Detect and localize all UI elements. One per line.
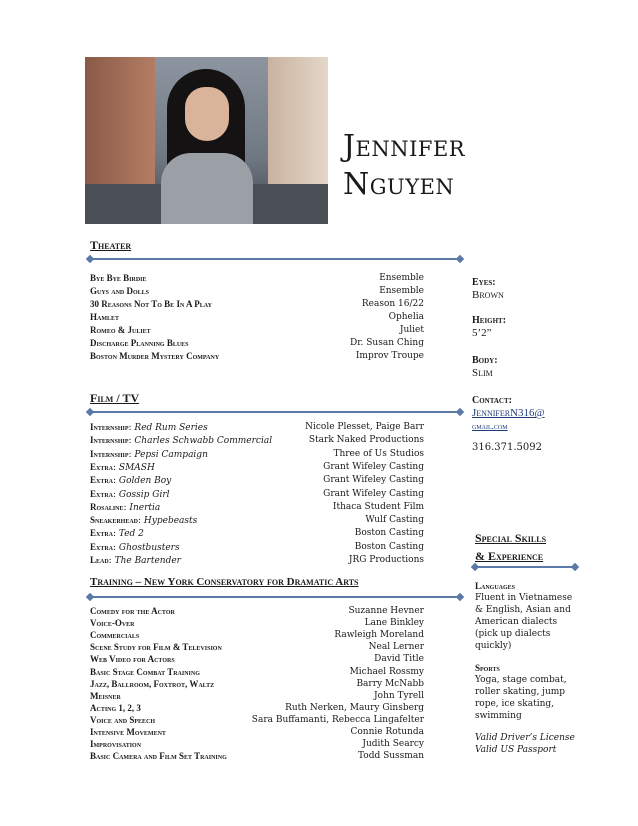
film-row-left: Sneakerhead: Hypebeasts (90, 515, 198, 527)
training-row-right: Rawleigh Moreland (334, 630, 424, 641)
sports-text: Yoga, stage combat, roller skating, jump rope, ice skating, swimming (475, 675, 567, 721)
film-row-right: Three of Us Studios (333, 448, 424, 459)
theater-row-left: Guys and Dolls (90, 286, 150, 296)
training-row-left: Comedy for the Actor (90, 606, 175, 616)
training-row-right: Ruth Nerken, Maury Ginsberg (285, 702, 424, 713)
training-row-left: Voice-Over (90, 618, 135, 629)
contact-block (472, 394, 545, 454)
theater-row (90, 324, 424, 337)
theater-row-right: Ophelia (388, 312, 424, 322)
film-show: Golden Boy (118, 476, 172, 487)
training-row-right: Michael Rossmy (349, 666, 424, 677)
film-role: Lead (90, 555, 109, 565)
training-row (90, 690, 424, 703)
training-rule (90, 596, 460, 598)
training-row-right: Barry McNabb (356, 678, 424, 689)
film-role: Extra (90, 488, 114, 499)
theater-row-right: Reason 16/22 (361, 299, 424, 309)
film-role: Extra (90, 541, 114, 552)
training-row (90, 617, 424, 630)
actor-name (343, 128, 465, 204)
skills-rule (475, 566, 575, 568)
film-show: Pepsi Campaign (134, 449, 208, 460)
film-row-right: JRG Productions (348, 555, 424, 565)
film-row-right: Grant Wifeley Casting (323, 488, 424, 499)
theater-row (90, 298, 424, 311)
training-row (90, 678, 424, 691)
training-row-left: Basic Stage Combat Training (90, 666, 200, 677)
training-heading: Training – New York Conservatory for Dramatic Arts (90, 576, 359, 588)
theater-rule (90, 258, 460, 260)
training-row-left: Jazz, Ballroom, Foxtrot, Waltz (90, 678, 215, 689)
film-rule (90, 411, 460, 413)
film-row-right: Wulf Casting (365, 515, 424, 526)
theater-row (90, 350, 424, 363)
film-row-left: Extra: Ted 2 (90, 528, 144, 540)
training-row-right: Sara Buffamanti, Rebecca Lingafelter (251, 714, 424, 725)
training-row-left: Acting 1, 2, 3 (90, 702, 141, 713)
body-value: Slim (472, 367, 493, 379)
theater-heading: Theater (90, 238, 132, 252)
training-row-right: Neal Lerner (368, 642, 424, 653)
film-row (90, 421, 424, 434)
theater-row-right: Ensemble (379, 286, 424, 296)
training-row-right: Suzanne Hevner (348, 606, 424, 616)
training-row-left: Basic Camera and Film Set Training (90, 751, 227, 762)
eyes-label: Eyes: (472, 277, 496, 288)
film-row (90, 527, 424, 540)
film-role: Sneakerhead (90, 515, 139, 526)
training-row (90, 605, 424, 618)
theater-row-left: Boston Murder Mystery Company (90, 351, 220, 361)
training-row-left: Voice and Speech (90, 714, 156, 725)
theater-row (90, 337, 424, 350)
film-row-right: Boston Casting (354, 541, 424, 552)
theater-row-right: Improv Troupe (355, 351, 424, 361)
film-show: Inertia (129, 502, 161, 513)
film-show: Ted 2 (118, 529, 144, 540)
email-link[interactable]: JenniferN316@ gmail.com (472, 407, 545, 431)
training-row-left: Web Video for Actors (90, 654, 175, 665)
training-row (90, 714, 424, 727)
film-row-right: Grant Wifeley Casting (323, 475, 424, 486)
film-row (90, 554, 424, 567)
film-show: Ghostbusters (118, 542, 180, 553)
headshot-photo (85, 57, 328, 224)
body-block (472, 354, 498, 380)
film-role: Internship (90, 422, 129, 432)
training-row-right: Lane Binkley (364, 618, 424, 629)
training-row-left: Improvisation (90, 739, 142, 750)
theater-row-right: Juliet (399, 325, 424, 335)
film-row-right: Grant Wifeley Casting (323, 461, 424, 472)
training-row (90, 750, 424, 763)
theater-row (90, 285, 424, 298)
film-role: Internship (90, 448, 129, 459)
training-row (90, 641, 424, 654)
film-row (90, 448, 424, 461)
training-row (90, 702, 424, 715)
sports-label: Sports (475, 663, 500, 673)
theater-row-right: Dr. Susan Ching (350, 338, 424, 348)
film-show: Hypebeasts (143, 516, 198, 527)
film-row-right: Boston Casting (354, 528, 424, 539)
theater-row-left: Romeo & Juliet (90, 325, 151, 335)
theater-row-left: Discharge Planning Blues (90, 338, 189, 348)
training-row-right: John Tyrell (374, 690, 424, 701)
height-value: 5’2” (472, 327, 492, 339)
film-row-left: Lead: The Bartender (90, 555, 181, 566)
theater-row-left: 30 Reasons Not To Be In A Play (90, 299, 212, 309)
height-block (472, 314, 506, 340)
training-row-left: Intensive Movement (90, 727, 166, 737)
film-row-left: Extra: Gossip Girl (90, 488, 170, 500)
skills-heading: Special Skills & Experience (475, 531, 547, 563)
height-label: Height: (472, 315, 507, 326)
film-row-left: Internship: Pepsi Campaign (90, 448, 208, 460)
film-show: SMASH (118, 462, 155, 473)
film-row (90, 434, 424, 447)
theater-row (90, 272, 424, 285)
theater-row (90, 311, 424, 324)
film-role: Extra (90, 528, 114, 539)
film-row-right: Stark Naked Productions (308, 435, 424, 446)
film-row (90, 488, 424, 501)
eyes-value: Brown (472, 289, 504, 301)
training-row-left: Commercials (90, 630, 140, 641)
contact-label: Contact: (472, 395, 512, 406)
film-role: Rosaline (90, 501, 124, 512)
film-row-left: Extra: Golden Boy (90, 475, 172, 487)
film-row-left: Internship: Red Rum Series (90, 422, 208, 433)
theater-row-left: Bye Bye Birdie (90, 273, 147, 283)
last-name: Nguyen (343, 167, 455, 202)
training-row-left: Scene Study for Film & Television (90, 642, 222, 653)
theater-row-left: Hamlet (90, 312, 120, 322)
film-row-right: Nicole Plesset, Paige Barr (305, 422, 424, 432)
film-row-right: Ithaca Student Film (332, 501, 424, 512)
phone-number: 316.371.5092 (472, 442, 542, 453)
training-row (90, 738, 424, 751)
film-row-left: Extra: Ghostbusters (90, 541, 180, 553)
training-row-left: Meisner (90, 690, 121, 701)
body-label: Body: (472, 355, 498, 366)
film-show: The Bartender (114, 556, 181, 566)
first-name: Jennifer (343, 129, 466, 164)
film-row-left: Rosaline: Inertia (90, 501, 161, 513)
training-row (90, 629, 424, 642)
film-heading: Film / TV (90, 391, 140, 405)
film-show: Charles Schwabb Commercial (134, 436, 273, 447)
training-row (90, 666, 424, 679)
training-row (90, 653, 424, 666)
film-role: Internship (90, 435, 129, 446)
film-row (90, 514, 424, 527)
film-row-left: Internship: Charles Schwabb Commercial (90, 435, 273, 447)
film-row (90, 461, 424, 474)
theater-row-right: Ensemble (379, 273, 424, 283)
film-row (90, 541, 424, 554)
film-role: Extra (90, 461, 114, 472)
film-show: Red Rum Series (134, 423, 208, 433)
languages-label: Languages (475, 581, 516, 591)
languages-text: Fluent in Vietnamese & English, Asian and American dialects (pick up dialects quickly) (475, 593, 573, 651)
film-row-left: Extra: SMASH (90, 461, 155, 473)
skills-body (475, 580, 575, 756)
film-show: Gossip Girl (118, 489, 170, 500)
training-row-right: Todd Sussman (357, 751, 424, 762)
eyes-block (472, 276, 504, 302)
film-row (90, 474, 424, 487)
training-row-right: Judith Searcy (362, 739, 424, 750)
film-row (90, 501, 424, 514)
training-row (90, 726, 424, 739)
license-text: Valid Driver’s License (475, 733, 575, 743)
passport-text: Valid US Passport (475, 745, 557, 755)
film-role: Extra (90, 475, 114, 486)
training-row-right: David Title (374, 654, 424, 665)
training-row-right: Connie Rotunda (350, 727, 424, 737)
